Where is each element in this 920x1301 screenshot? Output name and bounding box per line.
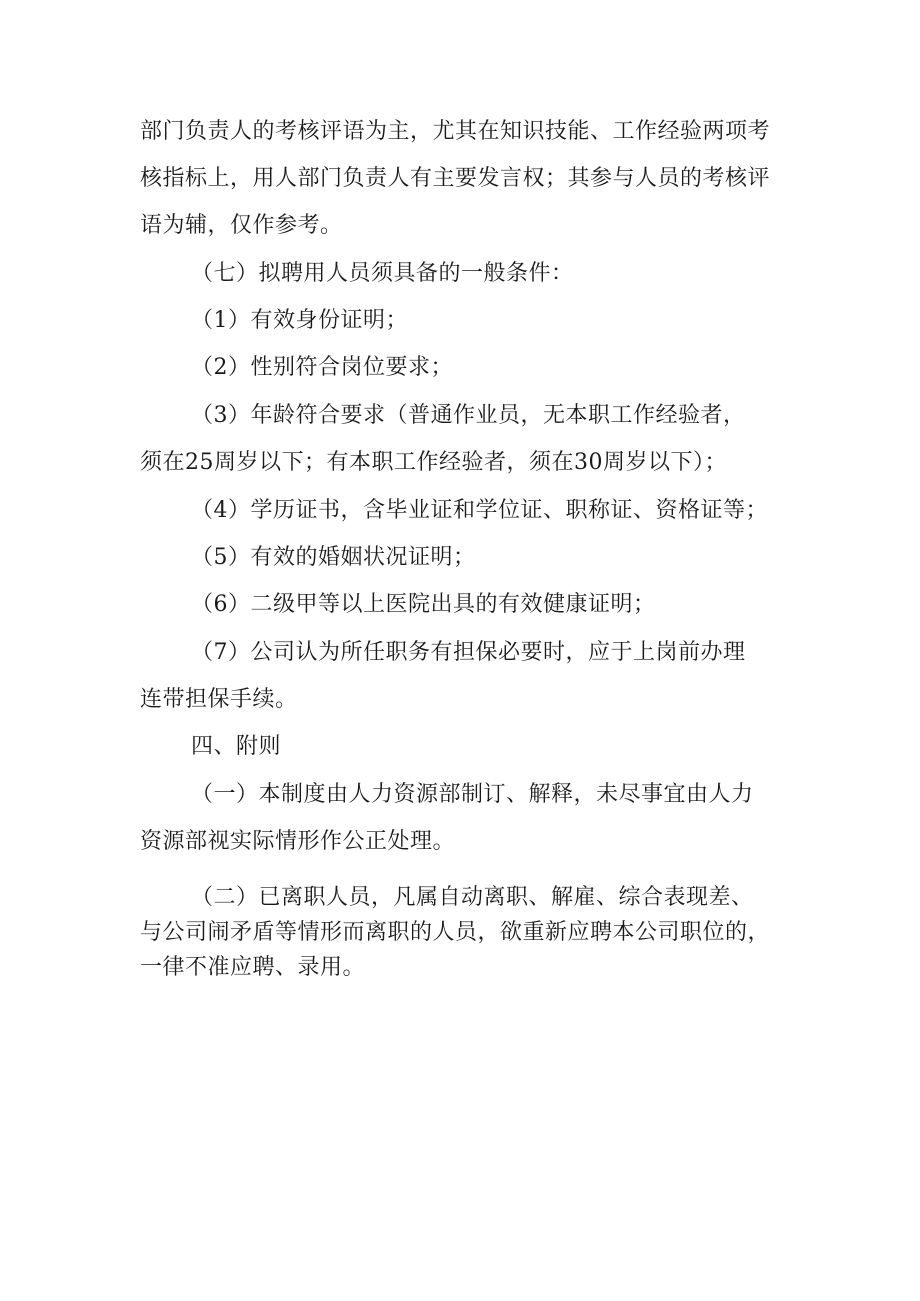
- list-item: （7）公司认为所任职务有担保必要时，应于上岗前办理: [191, 640, 746, 665]
- paragraph-line: 一律不准应聘、录用。: [140, 955, 366, 980]
- text-line: 核指标上，用人部门负责人有主要发言权；其参与人员的考核评: [140, 166, 771, 191]
- list-item: （6）二级甲等以上医院出具的有效健康证明；: [191, 592, 656, 617]
- paragraph-line: 资源部视实际情形作公正处理。: [140, 829, 456, 854]
- text-line: 语为辅，仅作参考。: [140, 213, 343, 238]
- paragraph-line: （一）本制度由人力资源部制订、解释，未尽事宜由人力: [191, 782, 754, 807]
- list-item-continuation: 须在25周岁以下；有本职工作经验者，须在30周岁以下）；: [140, 450, 727, 475]
- text-line: 部门负责人的考核评语为主，尤其在知识技能、工作经验两项考: [140, 119, 771, 144]
- list-item: （3）年龄符合要求（普通作业员，无本职工作经验者，: [191, 403, 746, 428]
- chapter-heading: 四、附则: [191, 734, 282, 759]
- list-item-continuation: 连带担保手续。: [140, 687, 298, 712]
- list-item: （1）有效身份证明；: [191, 308, 408, 333]
- list-item: （2）性别符合岗位要求；: [191, 355, 453, 380]
- list-item: （4）学历证书，含毕业证和学位证、职称证、资格证等；: [191, 498, 768, 523]
- list-item: （5）有效的婚姻状况证明；: [191, 545, 476, 570]
- paragraph-line: 与公司闹矛盾等情形而离职的人员，欲重新应聘本公司职位的，: [140, 920, 771, 945]
- paragraph-line: （二）已离职人员，凡属自动离职、解雇、综合表现差、: [191, 885, 754, 910]
- section-heading: （七）拟聘用人员须具备的一般条件：: [191, 261, 574, 286]
